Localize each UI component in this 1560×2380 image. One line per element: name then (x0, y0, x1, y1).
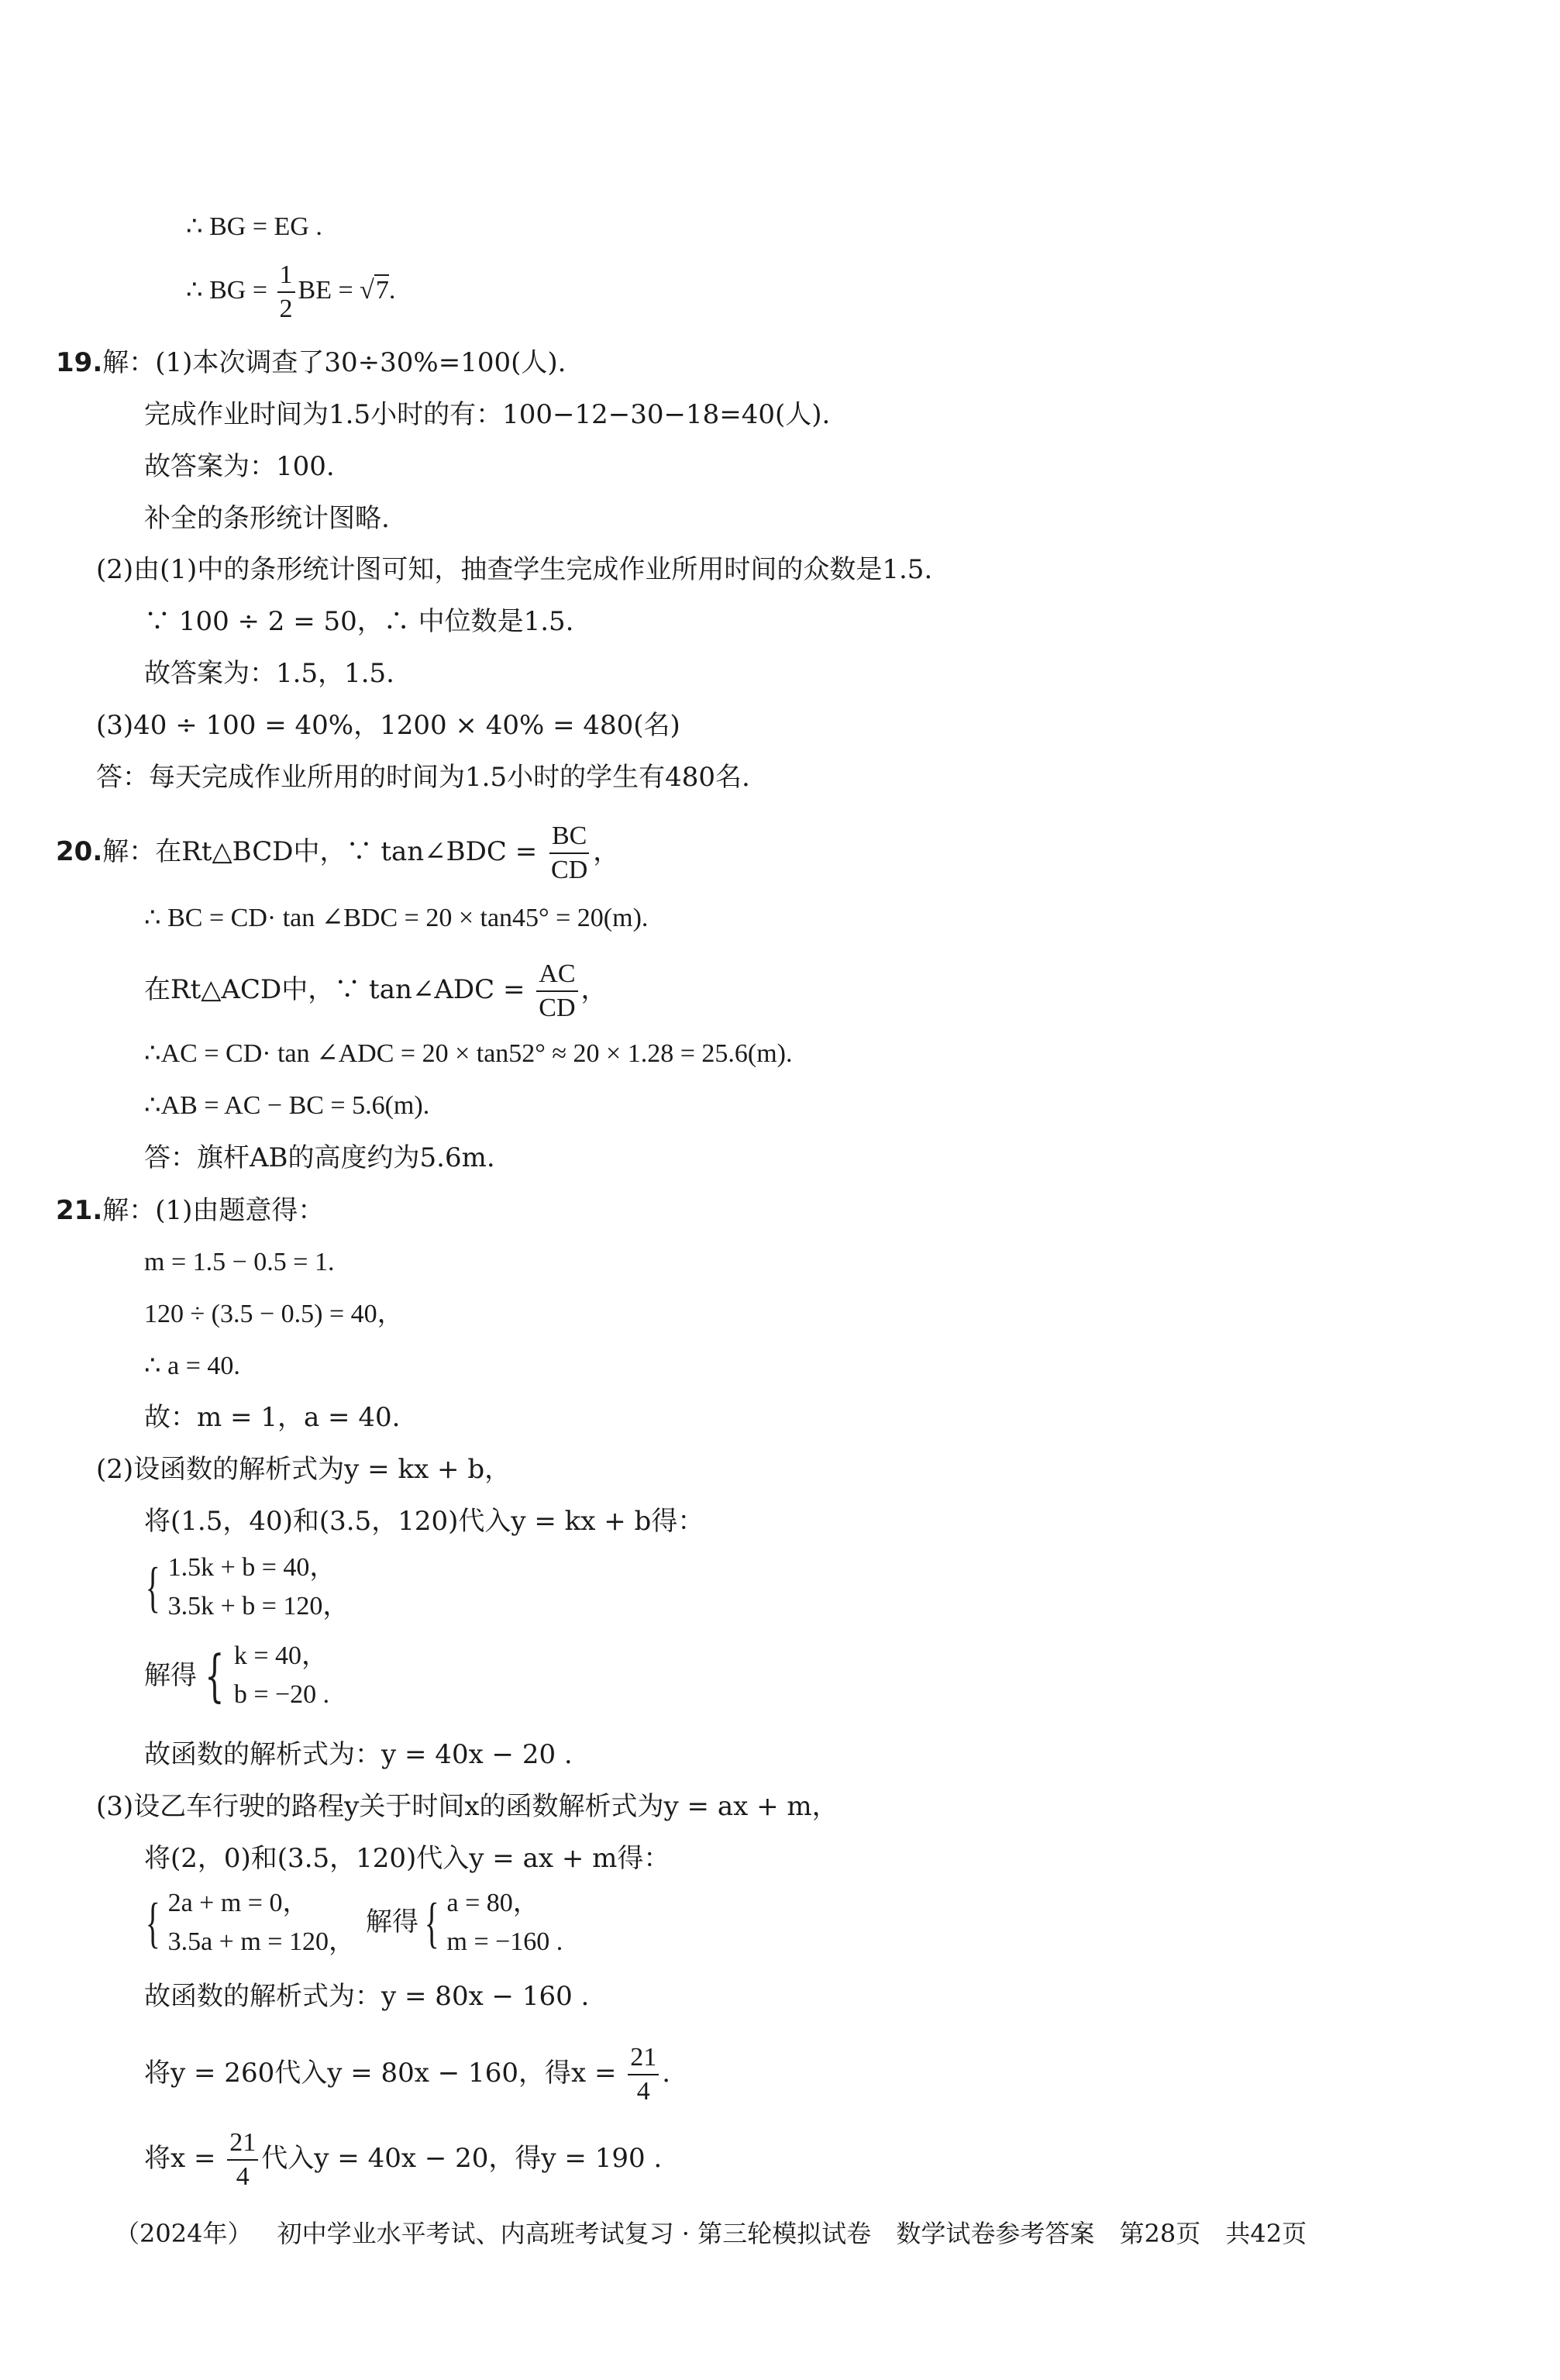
fraction-21-4 (227, 2130, 258, 2190)
q20-text-1: 解：在Rt△BCD中，∵ tan∠BDC = (102, 836, 546, 867)
q21-line-4: ∴ a = 40. (144, 1352, 240, 1380)
fraction-one-half (277, 262, 295, 322)
q21-line-12 (144, 2044, 670, 2105)
q21-line-2: m = 1.5 − 0.5 = 1. (144, 1248, 335, 1276)
q21-line-9: (3)设乙车行驶的路程y关于时间x的函数解析式为y = ax + m， (96, 1791, 839, 1822)
q21-number: 21. (56, 1195, 103, 1226)
frac-numerator: 1 (277, 262, 295, 293)
system-row: 1.5k + b = 40， (167, 1553, 336, 1582)
q21-line-13 (144, 2130, 662, 2190)
sqrt-argument: 7 (375, 275, 389, 305)
q21-line-3: 120 ÷ (3.5 − 0.5) = 40， (144, 1300, 404, 1328)
frac-denominator: CD (551, 856, 588, 884)
system-row: 2a + m = 0， (167, 1889, 309, 1917)
q19-line-5: (2)由(1)中的条形统计图可知，抽查学生完成作业所用时间的众数是1.5. (96, 554, 933, 585)
be-text: BE = (298, 275, 360, 305)
q19-number: 19. (56, 347, 103, 378)
brace-icon: { (205, 1643, 225, 1708)
q20-line-1 (56, 823, 619, 883)
frac-numerator: 21 (628, 2044, 659, 2075)
period: . (662, 2058, 671, 2089)
q20-line-6: 答：旗杆AB的高度约为5.6m. (144, 1142, 495, 1173)
solution-system-1 (144, 1637, 329, 1714)
q21-line-6: (2)设函数的解析式为y = kx + b， (96, 1454, 511, 1485)
q19-text-1: 解：(1)本次调查了30÷30%=100(人). (102, 347, 566, 378)
frac-numerator: 21 (227, 2130, 258, 2161)
line-bg-half-be: ∴ BG = $\frac{1}{2}$ BE = √7. (186, 260, 396, 323)
q21-line-10: 将(2，0)和(3.5，120)代入y = ax + m得： (144, 1843, 670, 1874)
frac-denominator: 2 (279, 294, 293, 323)
brace-icon: { (145, 1556, 160, 1618)
q19-line-2: 完成作业时间为1.5小时的有：100−12−30−18=40(人). (144, 399, 831, 430)
period: . (388, 275, 396, 305)
system-row: b = −20 . (233, 1680, 330, 1709)
system-row: 3.5k + b = 120， (167, 1592, 350, 1621)
q21-line-7: 将(1.5，40)和(3.5，120)代入y = kx + b得： (144, 1506, 704, 1537)
q20-line-3 (144, 961, 608, 1021)
footer-page-number: 第28页 (1119, 2219, 1201, 2248)
system-row: k = 40， (233, 1641, 328, 1670)
footer-total-pages: 共42页 (1225, 2219, 1307, 2248)
equation-system-2 (139, 1884, 563, 1962)
footer-year: （2024年） (115, 2219, 253, 2248)
q19-line-4: 补全的条形统计图略. (144, 503, 390, 534)
q21-text-12: 将y = 260代入y = 80x − 160，得x = (144, 2058, 625, 2089)
equation-system-1 (139, 1548, 349, 1626)
frac-numerator: BC (549, 823, 589, 854)
brace-icon: { (424, 1892, 439, 1954)
footer-subject: 数学试卷参考答案 (896, 2219, 1095, 2248)
footer-title: 初中学业水平考试、内高班考试复习 · 第三轮模拟试卷 (277, 2219, 872, 2248)
q19-line-3: 故答案为：100. (144, 451, 335, 482)
line-bg-eq-eg: ∴ BG = EG . (186, 212, 322, 241)
q20-line-4: ∴AC = CD· tan ∠ADC = 20 × tan52° ≈ 20 × 1.28 = 25.6(m). (144, 1039, 793, 1068)
bg-prefix: ∴ BG = (186, 275, 274, 305)
q20-line-5: ∴AB = AC − BC = 5.6(m). (144, 1091, 430, 1120)
solve-label: 解得 (365, 1908, 418, 1937)
fraction-ac-cd (536, 961, 577, 1021)
system-row: m = −160 . (446, 1927, 563, 1956)
q21-line-5: 故：m = 1，a = 40. (144, 1402, 401, 1433)
brace-icon: { (145, 1892, 160, 1954)
frac-numerator: AC (536, 961, 577, 992)
comma: ， (580, 974, 608, 1005)
frac-denominator: 4 (636, 2077, 650, 2106)
q20-number: 20. (56, 836, 103, 867)
fraction-bc-cd (549, 823, 590, 883)
q19-line-8: (3)40 ÷ 100 = 40%，1200 × 40% = 480(名) (96, 710, 680, 741)
fraction-21-4 (628, 2044, 659, 2105)
q21-line-8: 故函数的解析式为：y = 40x − 20 . (144, 1739, 573, 1770)
q21-text-13-end: 代入y = 40x − 20，得y = 190 . (261, 2143, 663, 2174)
frac-denominator: 4 (236, 2162, 250, 2191)
q19-line-6: ∵ 100 ÷ 2 = 50，∴ 中位数是1.5. (144, 606, 574, 637)
q21-line-11: 故函数的解析式为：y = 80x − 160 . (144, 1981, 590, 2012)
comma: ， (593, 836, 620, 867)
page-footer (115, 2214, 1324, 2250)
q20-line-2: ∴ BC = CD· tan ∠BDC = 20 × tan45° = 20(m). (144, 904, 649, 932)
system-row: 3.5a + m = 120， (167, 1927, 355, 1956)
q21-text-1: 解：(1)由题意得： (102, 1195, 325, 1226)
system-row: a = 80， (446, 1889, 539, 1917)
q19-line-9: 答：每天完成作业所用的时间为1.5小时的学生有480名. (96, 762, 750, 793)
q20-text-3: 在Rt△ACD中，∵ tan∠ADC = (144, 974, 534, 1005)
q19-line-7: 故答案为：1.5，1.5. (144, 658, 394, 689)
q21-text-13: 将x = (144, 2143, 225, 2174)
q19-line-1 (56, 346, 566, 379)
q21-line-1 (56, 1194, 324, 1227)
solve-label: 解得 (144, 1660, 197, 1691)
frac-denominator: CD (539, 994, 576, 1022)
